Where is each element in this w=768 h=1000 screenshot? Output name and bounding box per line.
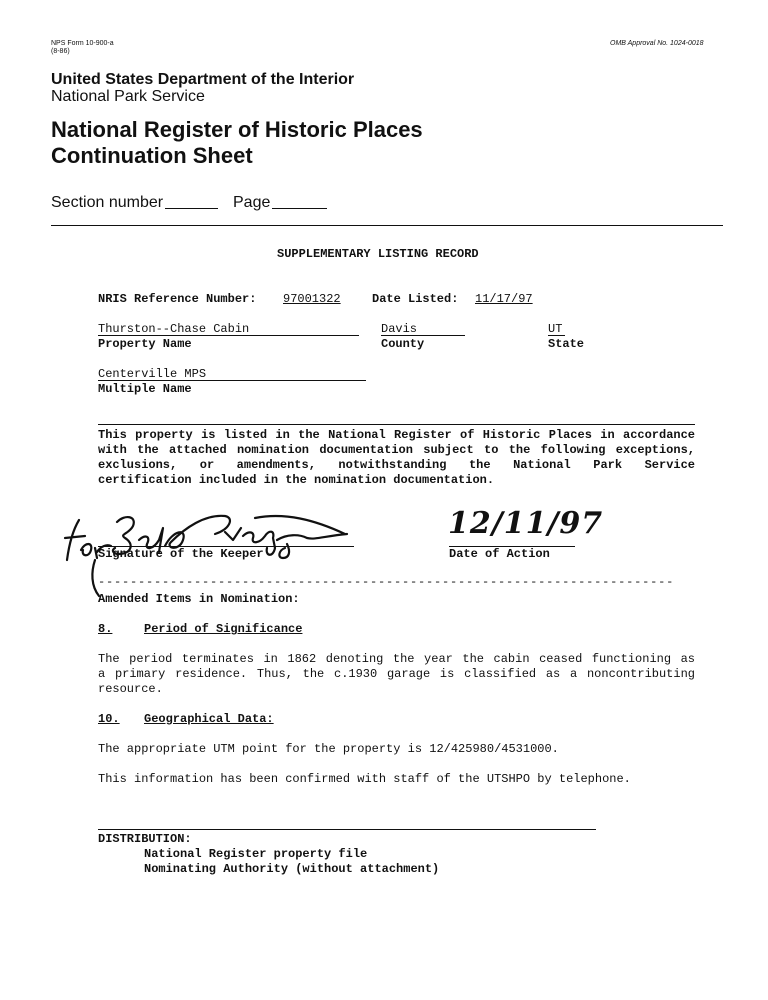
omb-approval: OMB Approval No. 1024-0018 <box>610 40 704 47</box>
distribution-list <box>144 847 439 877</box>
distribution-label: DISTRIBUTION: <box>98 832 192 846</box>
amendment-text: The appropriate UTM point for the property is 12/425980/4531000. This information has been confirmed with staff of the UTSHPO by telephone. <box>98 742 631 786</box>
header-divider <box>51 225 723 226</box>
department-name: United States Department of the Interior <box>51 71 355 88</box>
signature-label: Signature of the Keeper <box>98 547 264 561</box>
amended-items-label: Amended Items in Nomination: <box>98 592 300 606</box>
state-line <box>548 335 565 336</box>
form-number: NPS Form 10-900-a (8-86) <box>51 40 114 55</box>
multiple-name-line <box>98 380 366 381</box>
list-item: Nominating Authority (without attachment) <box>144 862 440 876</box>
state-label: State <box>548 337 585 351</box>
dashed-divider: ------------------------------------------------------------------------ <box>98 575 675 589</box>
distribution-divider <box>98 829 596 830</box>
section-number-field <box>165 208 218 209</box>
record-heading: SUPPLEMENTARY LISTING RECORD <box>277 247 479 261</box>
property-name-label: Property Name <box>98 337 192 351</box>
list-item: National Register property file <box>144 847 368 861</box>
county-label: County <box>381 337 425 351</box>
county-value: Davis <box>381 322 418 336</box>
amendment-title: Period of Significance <box>144 622 303 636</box>
nris-value: 97001322 <box>283 292 341 306</box>
date-of-action-label: Date of Action <box>449 547 550 561</box>
statement-divider <box>98 424 695 425</box>
date-listed-value: 11/17/97 <box>475 292 533 306</box>
property-name-line <box>98 335 359 336</box>
date-listed-label: Date Listed: <box>372 292 459 306</box>
amendment-number: 8. <box>98 622 113 636</box>
page-label: Page <box>233 194 271 211</box>
section-number-label: Section number <box>51 194 164 211</box>
handwritten-date: 12/11/97 <box>448 506 604 541</box>
multiple-name-value: Centerville MPS <box>98 367 207 381</box>
county-line <box>381 335 465 336</box>
agency-name: National Park Service <box>51 88 205 105</box>
state-value: UT <box>548 322 563 336</box>
amendment-number: 10. <box>98 712 120 726</box>
nris-label: NRIS Reference Number: <box>98 292 257 306</box>
listing-statement: This property is listed in the National Register of Historic Places in accordance with the attached nomination documentation subject to the following exceptions, exclusions, or amendments, notwithstanding the National Park Service certification included in the nomination documentation. <box>98 428 695 487</box>
page-title: National Register of Historic Places Continuation Sheet <box>51 117 423 168</box>
amendment-text: The period terminates in 1862 denoting the year the cabin ceased functioning as a primary residence. Thus, the c.1930 garage is classified as a noncontributing resource. <box>98 652 695 696</box>
amendment-title: Geographical Data: <box>144 712 274 726</box>
multiple-name-label: Multiple Name <box>98 382 192 396</box>
property-name-value: Thurston--Chase Cabin <box>98 322 250 336</box>
page-number-field <box>272 208 327 209</box>
